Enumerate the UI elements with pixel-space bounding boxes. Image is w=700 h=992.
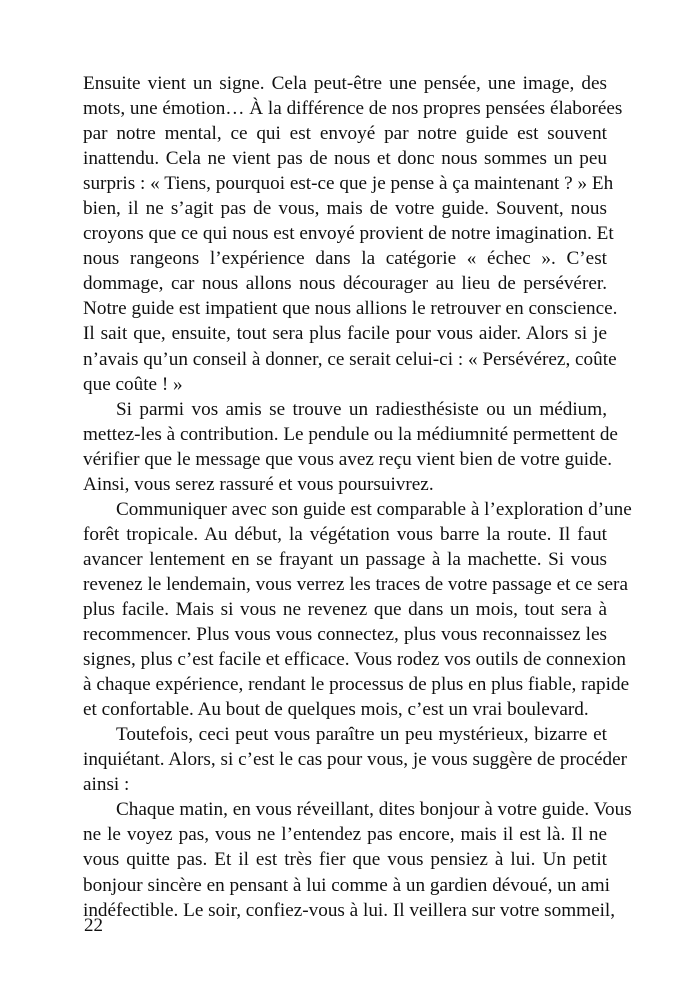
- text-line: plus facile. Mais si vous ne revenez que dans un mois, tout sera à: [83, 598, 607, 620]
- text-line: à chaque expérience, rendant le processus de plus en plus fiable, rapide: [83, 674, 630, 696]
- page-body: [83, 71, 632, 923]
- text-line: par notre mental, ce qui est envoyé par notre guide est souvent: [83, 123, 607, 145]
- text-line: Toutefois, ceci peut vous paraître un peu mystérieux, bizarre et: [116, 724, 607, 746]
- paragraph-1: [83, 71, 623, 397]
- text-line: ainsi :: [83, 774, 130, 796]
- text-line: revenez le lendemain, vous verrez les traces de votre passage et ce sera: [83, 573, 628, 595]
- text-line: Ensuite vient un signe. Cela peut-être une pensée, une image, des: [83, 73, 607, 94]
- text-line: vous quitte pas. Et il est très fier que vous pensiez à lui. Un petit: [83, 849, 607, 871]
- text-line: bonjour sincère en pensant à lui comme à un gardien dévoué, un ami: [83, 874, 610, 896]
- paragraph-5: [83, 797, 632, 922]
- text-line: dommage, car nous allons nous décourager au lieu de persévérer.: [83, 273, 607, 295]
- text-line: croyons que ce qui nous est envoyé provient de notre imagination. Et: [83, 223, 614, 245]
- text-line: mots, une émotion… À la différence de nos propres pensées élaborées: [83, 98, 623, 120]
- text-line: et confortable. Au bout de quelques mois, c’est un vrai boulevard.: [83, 699, 589, 721]
- page-number: 22: [84, 915, 103, 936]
- text-line: recommencer. Plus vous vous connectez, plus vous reconnaissez les: [83, 624, 607, 646]
- text-line: Si parmi vos amis se trouve un radiesthésiste ou un médium,: [116, 398, 607, 420]
- text-line: signes, plus c’est facile et efficace. Vous rodez vos outils de connexion: [83, 649, 626, 671]
- text-line: n’avais qu’un conseil à donner, ce serait celui-ci : « Persévérez, coûte: [83, 348, 617, 370]
- paragraph-4: [83, 722, 628, 797]
- text-line: indéfectible. Le soir, confiez-vous à lui. Il veillera sur votre sommeil,: [83, 899, 616, 921]
- text-line: mettez-les à contribution. Le pendule ou la médiumnité permettent de: [83, 423, 618, 445]
- text-line: surpris : « Tiens, pourquoi est-ce que je pense à ça maintenant ? » Eh: [83, 173, 614, 195]
- text-line: forêt tropicale. Au début, la végétation vous barre la route. Il faut: [83, 523, 607, 545]
- text-line: Notre guide est impatient que nous allions le retrouver en conscience.: [83, 298, 618, 320]
- text-line: Communiquer avec son guide est comparable à l’exploration d’une: [116, 498, 632, 520]
- text-line: nous rangeons l’expérience dans la catégorie « échec ». C’est: [83, 248, 607, 270]
- paragraph-2: [83, 397, 618, 497]
- text-line: Il sait que, ensuite, tout sera plus facile pour vous aider. Alors si je: [83, 323, 607, 345]
- text-line: que coûte ! »: [83, 373, 183, 395]
- text-line: Ainsi, vous serez rassuré et vous poursuivrez.: [83, 473, 434, 495]
- text-line: vérifier que le message que vous avez reçu vient bien de votre guide.: [83, 448, 613, 470]
- text-line: inquiétant. Alors, si c’est le cas pour vous, je vous suggère de procéder: [83, 749, 628, 771]
- paragraph-3: [83, 497, 632, 722]
- text-line: bien, il ne s’agit pas de vous, mais de votre guide. Souvent, nous: [83, 198, 607, 220]
- text-line: inattendu. Cela ne vient pas de nous et donc nous sommes un peu: [83, 148, 607, 170]
- text-line: avancer lentement en se frayant un passage à la machette. Si vous: [83, 548, 607, 570]
- text-line: ne le voyez pas, vous ne l’entendez pas encore, mais il est là. Il ne: [83, 824, 607, 846]
- text-line: Chaque matin, en vous réveillant, dites bonjour à votre guide. Vous: [116, 799, 632, 821]
